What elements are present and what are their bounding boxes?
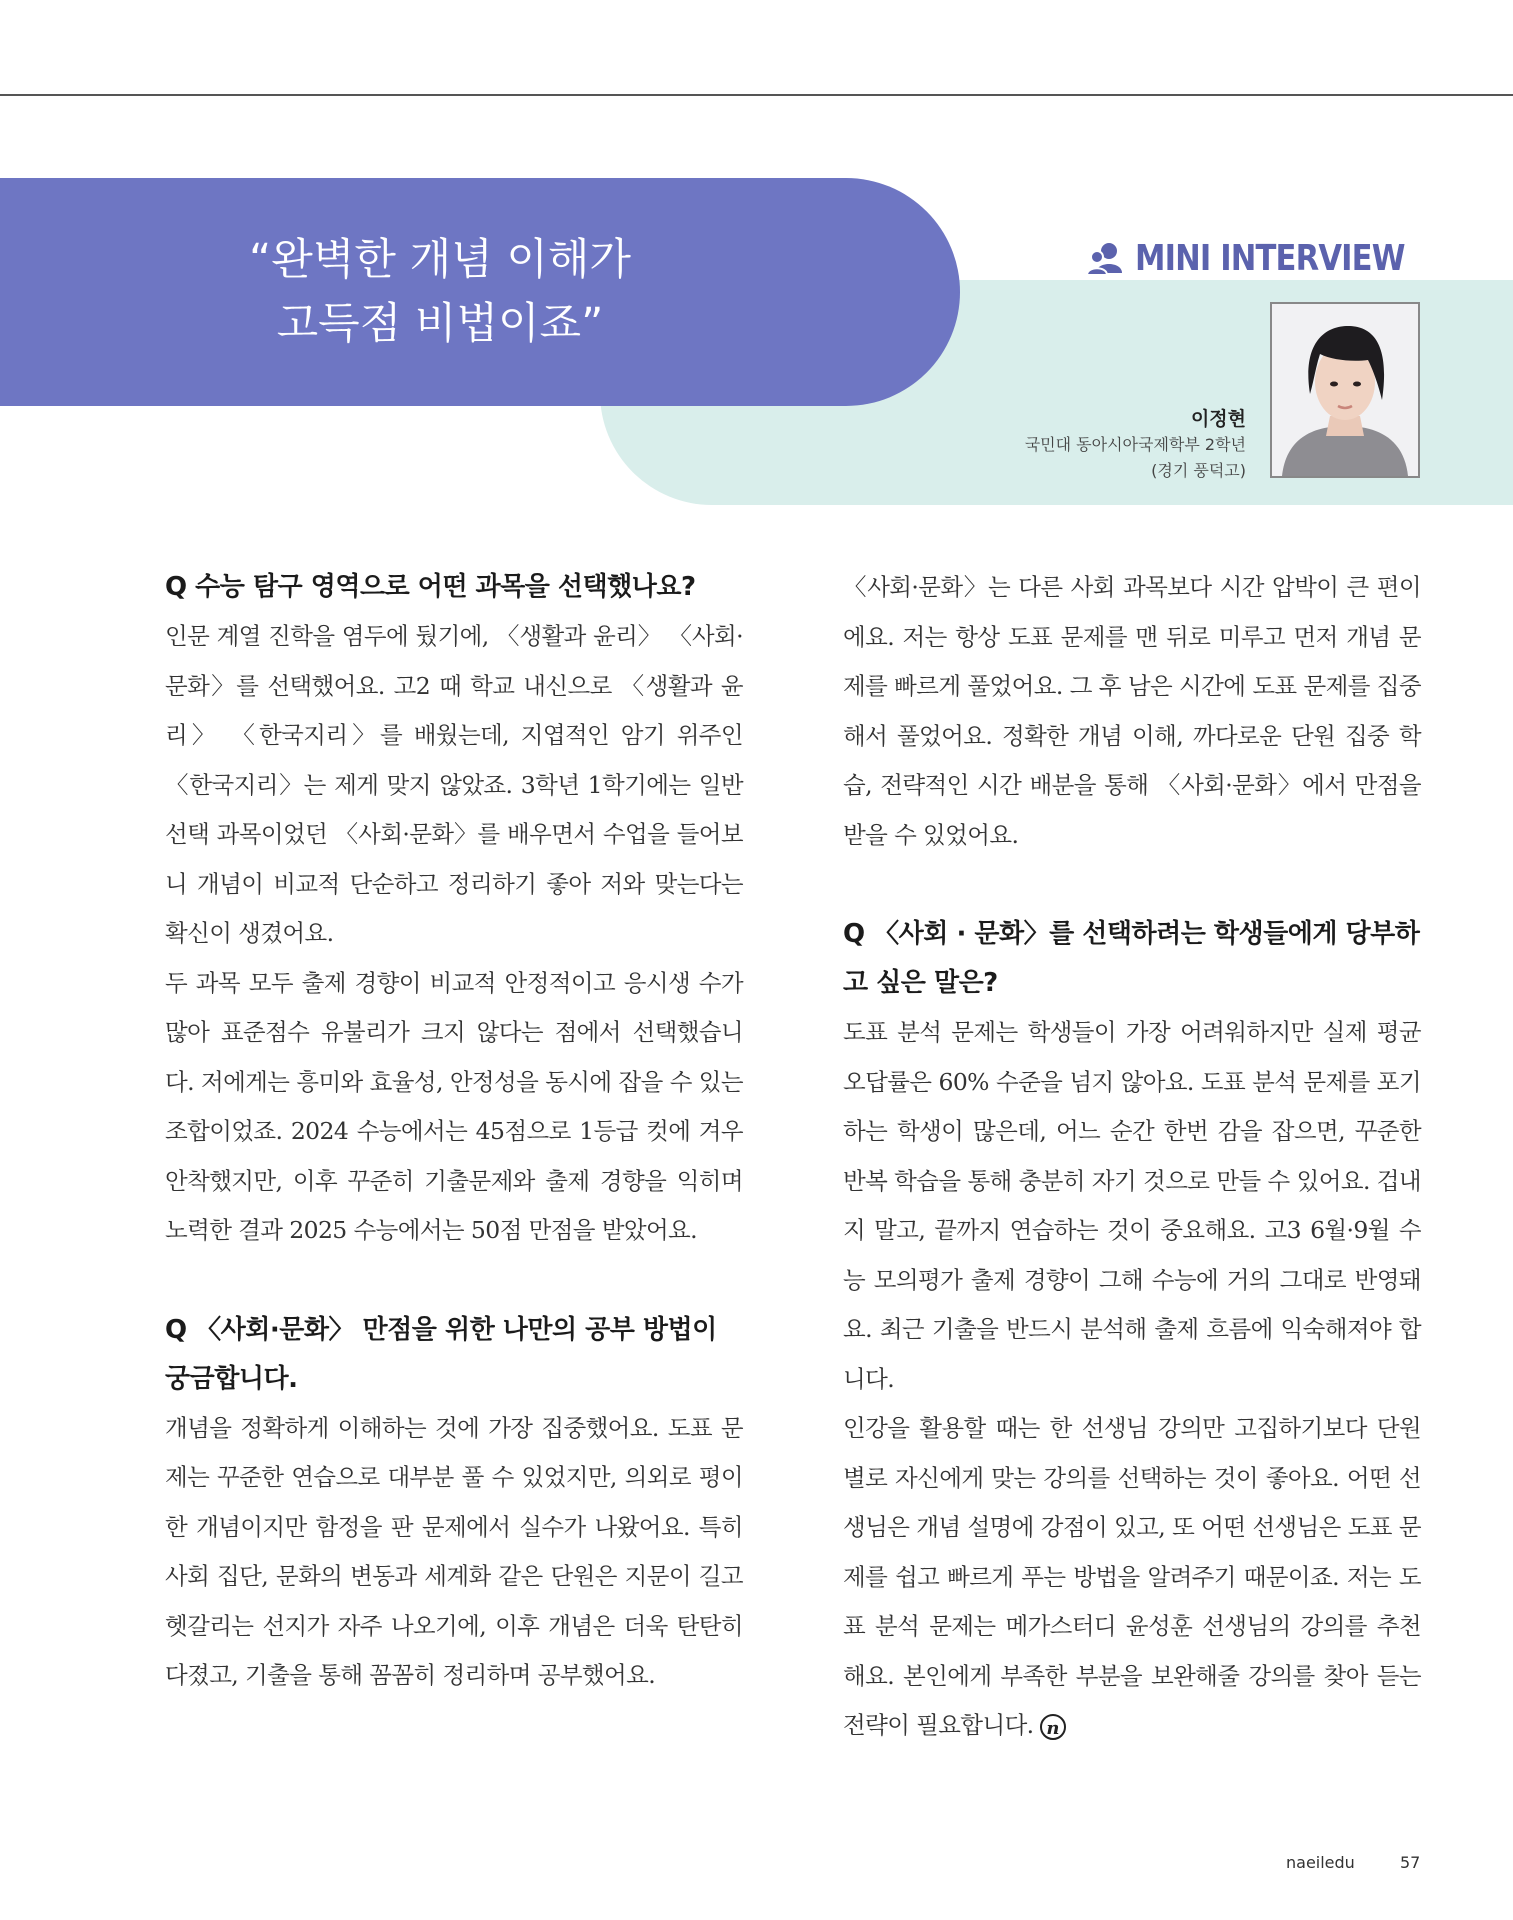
answer-2-paragraph-1: 개념을 정확하게 이해하는 것에 가장 집중했어요. 도표 문제는 꾸준한 연습으로 대부분 풀 수 있었지만, 의외로 평이한 개념이지만 함정을 판 문제에서 실수가 나왔어요. 특히 사회 집단, 문화의 변동과 세계화 같은 단원은 지문이 길고 헷갈리는 선지가 자주 나오기에, 이후 개념은 더욱 탄탄히 다졌고, 기출을 통해 꼼꼼히 정리하며 공부했어요.	[165, 1413, 743, 1689]
answer-2-paragraph-2: 〈사회·문화〉는 다른 사회 과목보다 시간 압박이 큰 편이에요. 저는 항상 도표 문제를 맨 뒤로 미루고 먼저 개념 문제를 빠르게 풀었어요. 그 후 남은 시간에 도표 문제를 집중해서 풀었어요. 정확한 개념 이해, 까다로운 단원 집중 학습, 전략적인 시간 배분을 통해 〈사회·문화〉에서 만점을 받을 수 있었어요.	[843, 573, 1421, 849]
people-icon	[1085, 239, 1125, 279]
article-column-right	[843, 563, 1421, 1751]
section-label-text: MINI INTERVIEW	[1135, 238, 1405, 279]
answer-1-paragraph-2: 두 과목 모두 출제 경향이 비교적 안정적이고 응시생 수가 많아 표준점수 유불리가 크지 않다는 점에서 선택했습니다. 저에게는 흥미와 효율성, 안정성을 동시에 잡을 수 있는 조합이었죠. 2024 수능에서는 45점으로 1등급 컷에 겨우 안착했지만, 이후 꾸준히 기출문제와 출제 경향을 익히며 노력한 결과 2025 수능에서는 50점 만점을 받았어요.	[165, 968, 743, 1244]
top-rule	[0, 94, 1513, 96]
headline-line-1: “완벽한 개념 이해가	[249, 235, 631, 285]
answer-3-paragraph-2-text: 인강을 활용할 때는 한 선생님 강의만 고집하기보다 단원별로 자신에게 맞는 강의를 선택하는 것이 좋아요. 어떤 선생님은 개념 설명에 강점이 있고, 또 어떤 선생님은 도표 문제를 쉽고 빠르게 푸는 방법을 알려주기 때문이죠. 저는 도표 분석 문제는 메가스터디 윤성훈 선생님의 강의를 추천해요. 본인에게 부족한 부분을 보완해줄 강의를 찾아 듣는 전략이 필요합니다.	[843, 1414, 1421, 1739]
end-mark-icon: n	[1040, 1714, 1066, 1740]
answer-1-paragraph-1: 인문 계열 진학을 염두에 뒀기에, 〈생활과 윤리〉 〈사회·문화〉를 선택했어요. 고2 때 학교 내신으로 〈생활과 윤리〉 〈한국지리〉를 배웠는데, 지엽적인 암기 위주인 〈한국지리〉는 제게 맞지 않았죠. 3학년 1학기에는 일반선택 과목이었던 〈사회·문화〉를 배우면서 수업을 들어보니 개념이 비교적 단순하고 정리하기 좋아 저와 맞는다는 확신이 생겼어요.	[165, 622, 743, 947]
question-3: Q 〈사회 · 문화〉를 선택하려는 학생들에게 당부하고 싶은 말은?	[843, 919, 1420, 998]
question-2: Q 〈사회·문화〉 만점을 위한 나만의 공부 방법이 궁금합니다.	[165, 1314, 717, 1394]
question-1: Q 수능 탐구 영역으로 어떤 과목을 선택했나요?	[165, 572, 696, 602]
portrait-illustration	[1272, 304, 1418, 476]
footer-brand: naeiledu	[1286, 1853, 1355, 1872]
article-column-left	[165, 563, 743, 1701]
answer-3-paragraph-1: 도표 분석 문제는 학생들이 가장 어려워하지만 실제 평균 오답률은 60% 수준을 넘지 않아요. 도표 분석 문제를 포기하는 학생이 많은데, 어느 순간 한번 감을 잡으면, 꾸준한 반복 학습을 통해 충분히 자기 것으로 만들 수 있어요. 겁내지 말고, 끝까지 연습하는 것이 중요해요. 고3 6월·9월 수능 모의평가 출제 경향이 그해 수능에 거의 그대로 반영돼요. 최근 기출을 반드시 분석해 출제 흐름에 익숙해져야 합니다.	[843, 1018, 1421, 1393]
profile-photo	[1270, 302, 1420, 478]
answer-3-paragraph-2	[843, 1404, 1421, 1751]
headline-line-2: 고득점 비법이죠”	[276, 299, 604, 349]
person-school: (경기 풍덕고)	[1151, 461, 1246, 480]
headline	[0, 228, 880, 356]
section-label	[1085, 238, 1452, 279]
page-number: 57	[1400, 1853, 1421, 1872]
person-name: 이정현	[1190, 408, 1246, 430]
person-department: 국민대 동아시아국제학부 2학년	[1024, 435, 1246, 454]
